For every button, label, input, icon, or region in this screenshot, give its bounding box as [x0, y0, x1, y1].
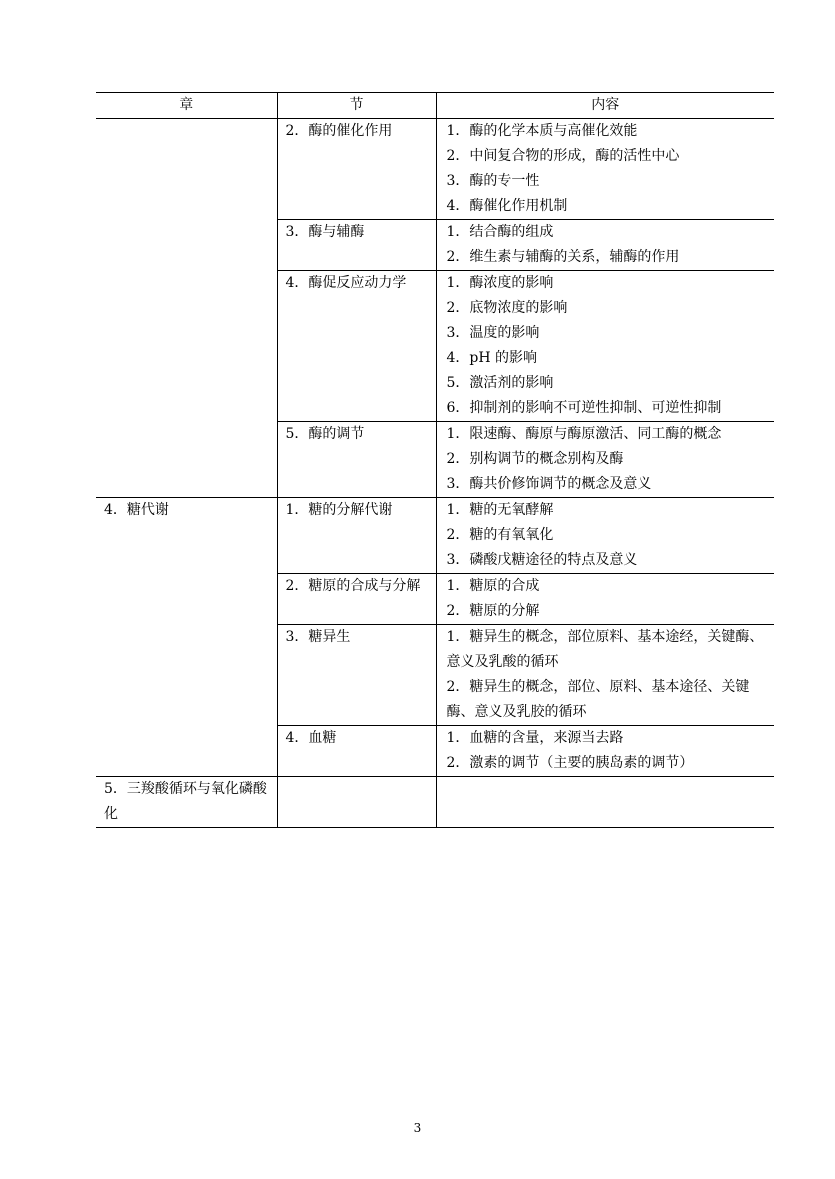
section-cell	[277, 220, 436, 271]
section-cell	[277, 498, 436, 574]
content-item: 1．血糖的含量，来源当去路	[446, 730, 624, 746]
header-section: 节	[277, 93, 436, 119]
section-title: 4．血糖	[285, 730, 337, 746]
table-header	[96, 93, 774, 119]
content-item: 5．激活剂的影响	[446, 375, 554, 391]
content-cell	[436, 119, 774, 220]
chapter-title: 4．糖代谢	[104, 502, 169, 518]
content-item: 2．激素的调节（主要的胰岛素的调节）	[446, 755, 694, 771]
section-cell	[277, 726, 436, 777]
header-chapter: 章	[96, 93, 277, 119]
header-row	[96, 93, 774, 119]
content-item: 1．糖的无氧酵解	[446, 502, 554, 518]
chapter-title: 5．三羧酸循环与氧化磷酸化	[104, 781, 267, 822]
section-cell	[277, 574, 436, 625]
section-cell	[277, 422, 436, 498]
syllabus-table	[96, 92, 774, 828]
section-title: 2．糖原的合成与分解	[285, 578, 421, 594]
table-row	[96, 119, 774, 220]
content-item: 4．pH 的影响	[446, 350, 538, 366]
content-cell	[436, 726, 774, 777]
section-title: 3．糖异生	[285, 629, 351, 645]
chapter-cell	[96, 498, 277, 777]
section-title: 3．酶与辅酶	[285, 224, 365, 240]
section-cell	[277, 271, 436, 422]
content-cell	[436, 574, 774, 625]
content-item: 3．酶的专一性	[446, 173, 540, 189]
section-title: 5．酶的调节	[285, 426, 365, 442]
content-item: 1．结合酶的组成	[446, 224, 554, 240]
page-number: 3	[413, 1121, 422, 1135]
content-item: 2．糖原的分解	[446, 603, 540, 619]
content-cell	[436, 220, 774, 271]
content-item: 1．限速酶、酶原与酶原激活、同工酶的概念	[446, 426, 722, 442]
section-title: 2．酶的催化作用	[285, 123, 393, 139]
content-item: 1．酶的化学本质与高催化效能	[446, 123, 638, 139]
content-item: 4．酶催化作用机制	[446, 198, 568, 214]
content-item: 1．糖异生的概念，部位原料、基本途经，关键酶、意义及乳酸的循环	[446, 629, 764, 670]
content-item: 2．糖异生的概念，部位、原料、基本途径、关键酶、意义及乳胶的循环	[446, 679, 750, 720]
content-item: 1．糖原的合成	[446, 578, 540, 594]
content-cell	[436, 625, 774, 726]
section-title: 1．糖的分解代谢	[285, 502, 393, 518]
content-item: 3．酶共价修饰调节的概念及意义	[446, 476, 652, 492]
header-content: 内容	[436, 93, 774, 119]
content-cell	[436, 498, 774, 574]
content-cell	[436, 422, 774, 498]
chapter-cell	[96, 119, 277, 498]
content-item: 2．底物浓度的影响	[446, 300, 568, 316]
section-cell	[277, 777, 436, 828]
content-item: 6．抑制剂的影响不可逆性抑制、可逆性抑制	[446, 400, 722, 416]
section-cell	[277, 119, 436, 220]
content-item: 1．酶浓度的影响	[446, 275, 554, 291]
content-item: 3．温度的影响	[446, 325, 540, 341]
content-cell	[436, 777, 774, 828]
section-cell	[277, 625, 436, 726]
content-cell	[436, 271, 774, 422]
table-body	[96, 119, 774, 828]
content-item: 2．维生素与辅酶的关系，辅酶的作用	[446, 249, 680, 265]
content-item: 2．糖的有氧氧化	[446, 527, 554, 543]
chapter-cell	[96, 777, 277, 828]
table-row	[96, 498, 774, 574]
content-item: 2．中间复合物的形成，酶的活性中心	[446, 148, 680, 164]
content-item: 3．磷酸戊糖途径的特点及意义	[446, 552, 638, 568]
table-row	[96, 777, 774, 828]
content-item: 2．别构调节的概念别构及酶	[446, 451, 624, 467]
section-title: 4．酶促反应动力学	[285, 275, 407, 291]
